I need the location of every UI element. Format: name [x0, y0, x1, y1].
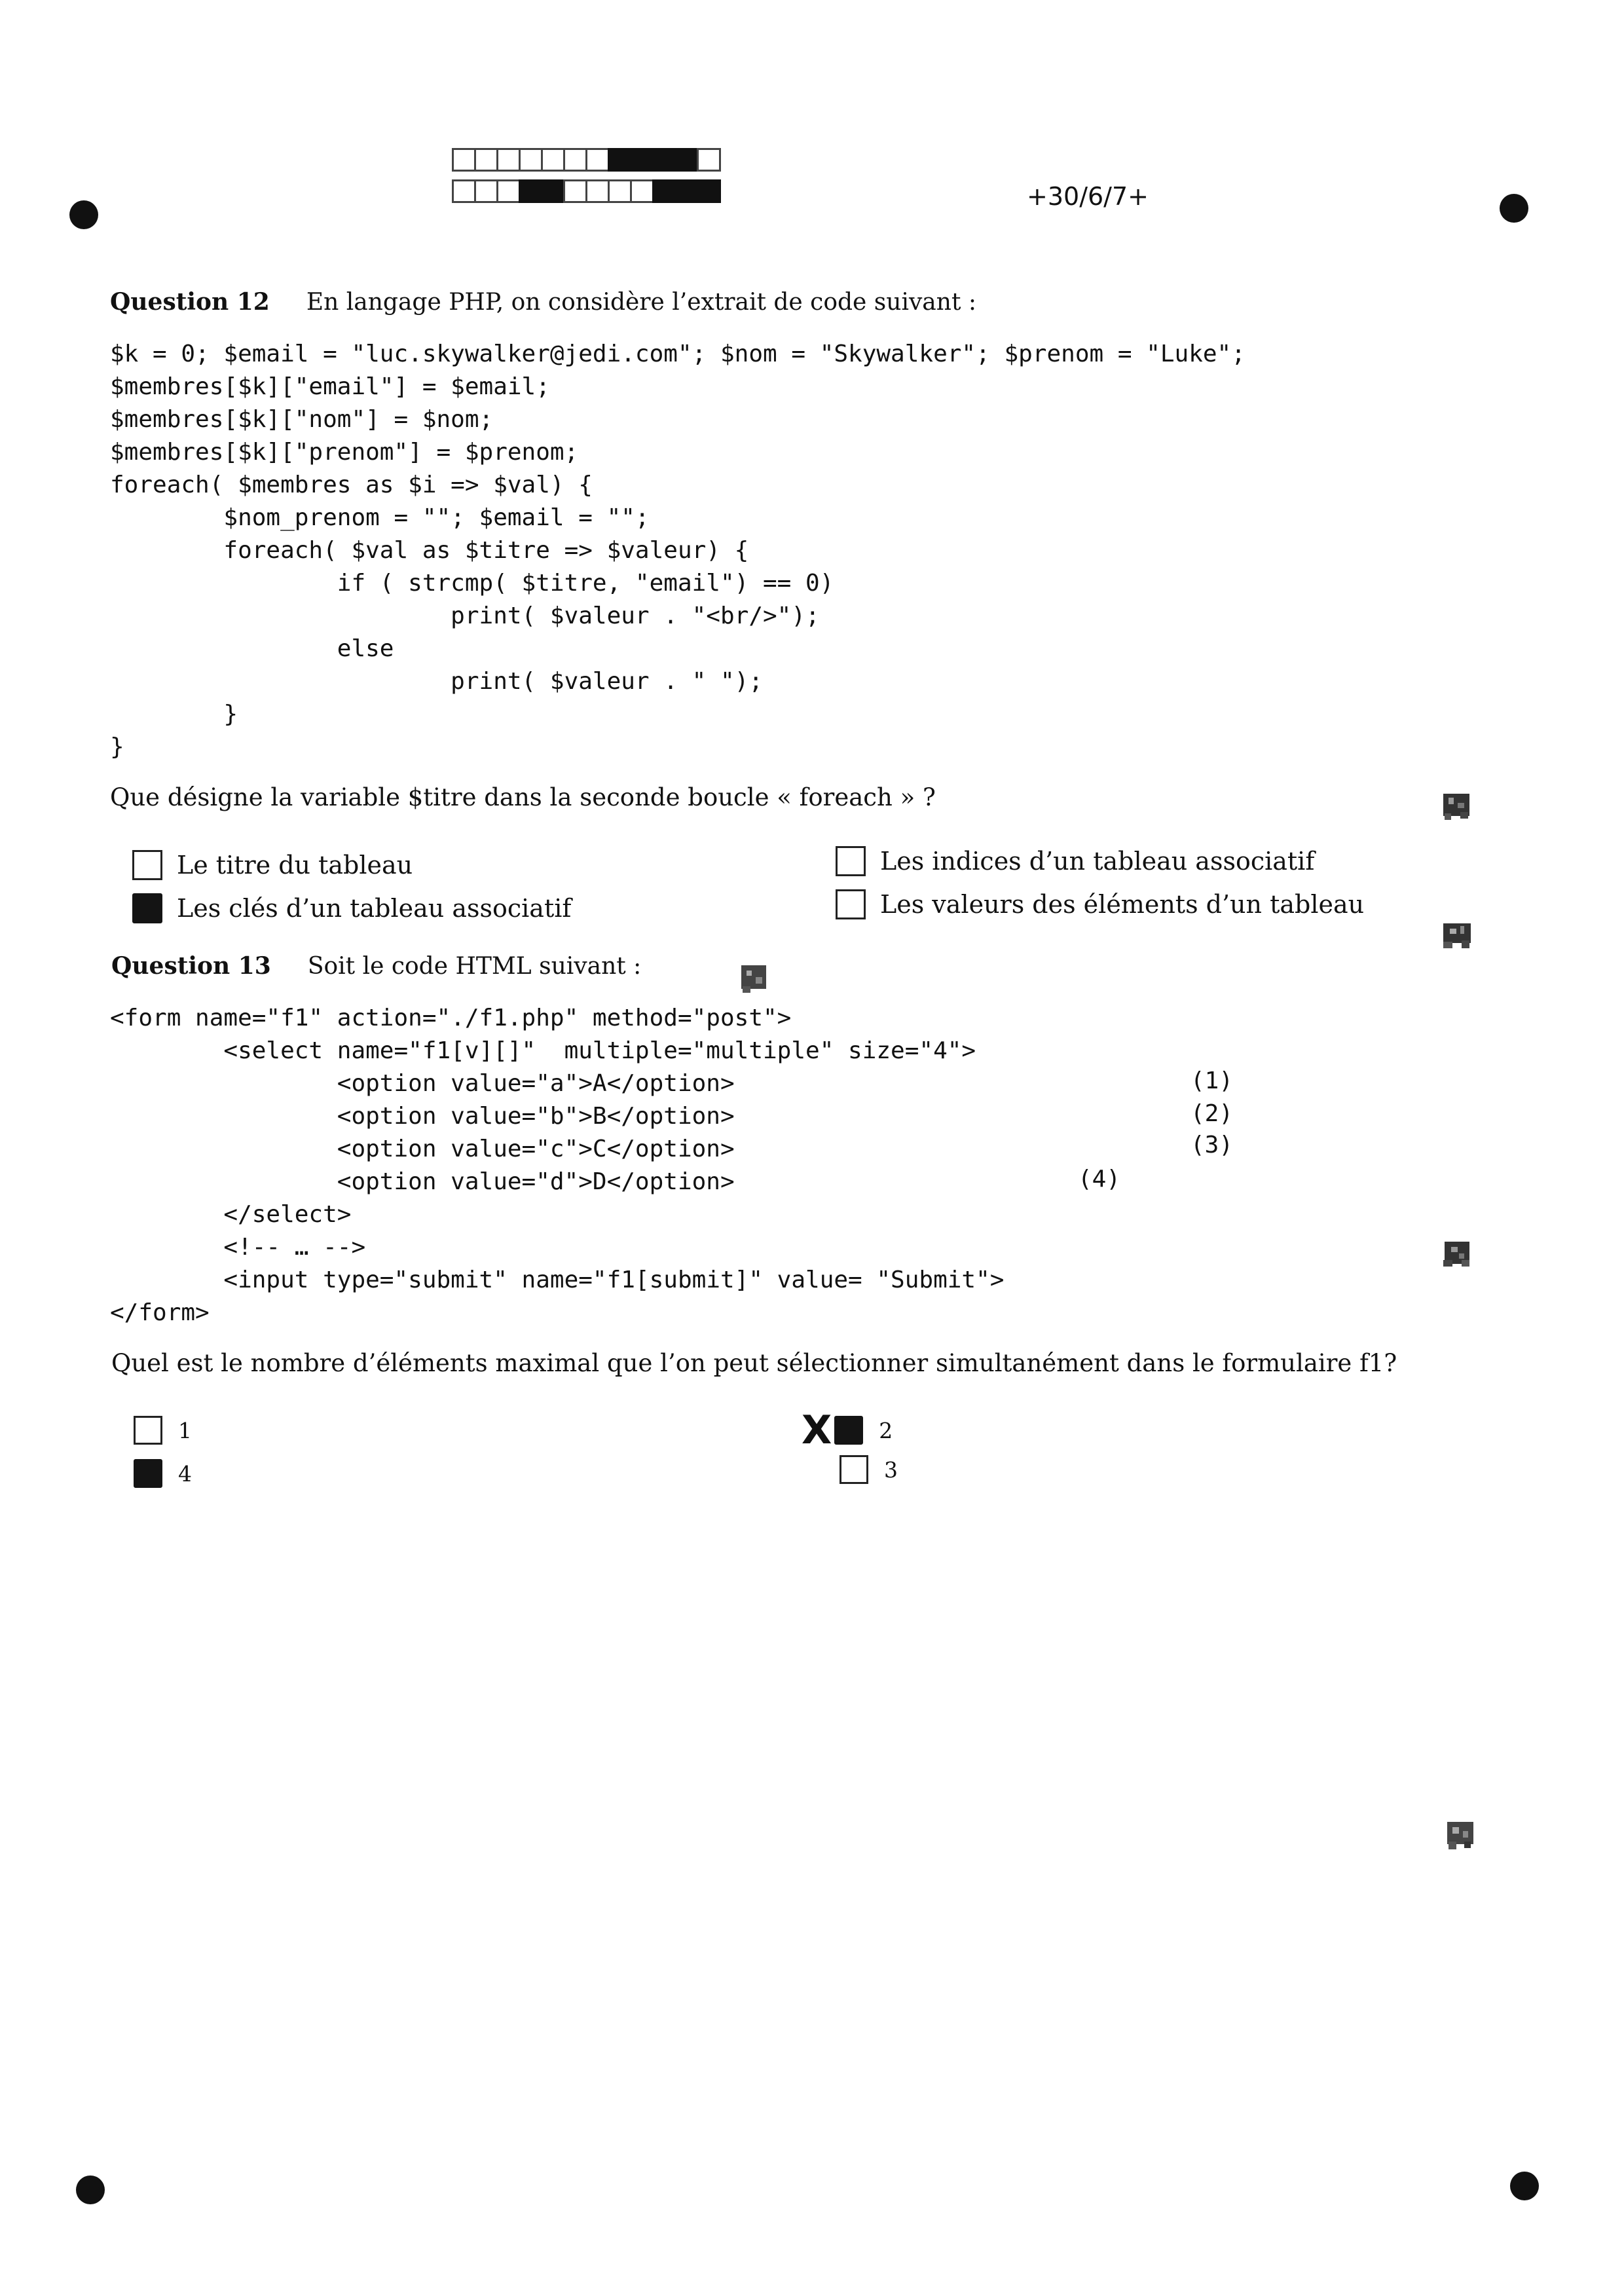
registration-dot-bottom-left: [76, 2176, 105, 2204]
html-code-block: <form name="f1" action="./f1.php" method="post"> <select name="f1[v][]" multiple="multiple" size="4"> <option value="a">A</option> <option value="b">B</option> <option value="c">C</option> <option value="d">D</option> </select> <!-- … --> <input type="submit" name="f1[submit]" value= "Submit"> </form>: [110, 1005, 1005, 1326]
question-13-heading: [111, 952, 641, 980]
answer-checkbox[interactable]: [840, 1455, 868, 1484]
question-12-prompt: Que désigne la variable $titre dans la seconde boucle « foreach » ?: [110, 783, 936, 811]
scan-mark-icon: [737, 963, 770, 995]
barcode-cell-empty: [496, 148, 521, 172]
barcode-cell-filled: [652, 179, 676, 203]
option-number: (1): [1190, 1067, 1234, 1094]
answer-checkbox-checked[interactable]: [134, 1459, 162, 1488]
answer-option[interactable]: [134, 1459, 192, 1488]
barcode-cell-filled: [674, 179, 699, 203]
scan-mark-icon: [1441, 790, 1473, 823]
barcode-cell-filled: [630, 148, 654, 172]
scan-mark-icon: [1441, 919, 1473, 952]
answer-label: 1: [178, 1417, 192, 1443]
barcode-cell-empty: [630, 179, 654, 203]
registration-dot-top-right: [1500, 194, 1528, 223]
answer-option[interactable]: [836, 846, 1314, 876]
barcode-cell-filled: [652, 148, 676, 172]
barcode-cell-empty: [541, 148, 565, 172]
barcode-cell-filled: [519, 179, 543, 203]
answer-label: 2: [879, 1417, 893, 1443]
barcode-cell-empty: [585, 179, 610, 203]
option-number: (2): [1190, 1100, 1234, 1127]
barcode-cell-empty: [452, 148, 476, 172]
answer-option[interactable]: [132, 850, 413, 880]
answer-option[interactable]: [840, 1455, 898, 1484]
barcode-cell-empty: [496, 179, 521, 203]
question-title: Soit le code HTML suivant :: [307, 953, 642, 980]
question-12-heading: [110, 288, 976, 316]
question-number: Question 13: [111, 952, 271, 980]
barcode-cell-empty: [474, 148, 498, 172]
barcode-cell-filled: [697, 179, 721, 203]
answer-checkbox-checked[interactable]: [132, 893, 162, 923]
answer-checkbox[interactable]: [132, 850, 162, 880]
barcode-cell-empty: [563, 179, 587, 203]
barcode-cell-empty: [474, 179, 498, 203]
question-13-prompt: Quel est le nombre d’éléments maximal que l’on peut sélectionner simultanément dans le formulaire f1?: [111, 1349, 1397, 1377]
barcode-cell-filled: [608, 148, 632, 172]
option-number: (3): [1190, 1132, 1234, 1158]
answer-checkbox[interactable]: [836, 846, 866, 876]
answer-label: 4: [178, 1460, 192, 1487]
answer-label: Les clés d’un tableau associatif: [177, 894, 572, 923]
registration-dot-top-left: [69, 200, 98, 229]
answer-option[interactable]: [836, 889, 1364, 919]
barcode-cell-empty: [697, 148, 721, 172]
question-title: En langage PHP, on considère l’extrait de code suivant :: [306, 289, 976, 316]
barcode-cell-filled: [541, 179, 565, 203]
answer-option[interactable]: [134, 1416, 192, 1445]
question-number: Question 12: [110, 288, 270, 316]
barcode-cell-empty: [585, 148, 610, 172]
barcode-cell-empty: [452, 179, 476, 203]
answer-label: Les indices d’un tableau associatif: [880, 847, 1315, 876]
option-number: (4): [1078, 1166, 1121, 1193]
scan-mark-icon: [1441, 1238, 1473, 1270]
barcode-cell-empty: [563, 148, 587, 172]
page-code: +30/6/7+: [1027, 182, 1149, 211]
answer-option[interactable]: [132, 893, 571, 923]
barcode-cell-empty: [608, 179, 632, 203]
answer-label: 3: [884, 1456, 898, 1483]
registration-dot-bottom-right: [1510, 2172, 1539, 2200]
scan-mark-icon: [1443, 1819, 1476, 1852]
answer-checkbox[interactable]: [836, 889, 866, 919]
cross-mark-icon: X: [802, 1407, 832, 1453]
answer-label: Le titre du tableau: [177, 851, 413, 880]
barcode-row: [452, 148, 719, 172]
php-code-block: $k = 0; $email = "luc.skywalker@jedi.com"; $nom = "Skywalker"; $prenom = "Luke"; $membres[$k]["email"] = $email; $membres[$k]["nom"] = $nom; $membres[$k]["prenom"] = $prenom; foreach( $membres as $i => $val) { $nom_prenom = ""; $email = ""; foreach( $val as $titre => $valeur) { if ( strcmp( $titre, "email") == 0) print( $valeur . "<br/>"); else print( $valeur . " "); } }: [110, 341, 1246, 760]
answer-label: Les valeurs des éléments d’un tableau: [880, 890, 1365, 919]
answer-checkbox-checked[interactable]: [834, 1416, 863, 1445]
barcode-cell-empty: [519, 148, 543, 172]
answer-checkbox[interactable]: [134, 1416, 162, 1445]
barcode-row: [452, 179, 719, 203]
barcode: [452, 148, 719, 203]
barcode-cell-filled: [674, 148, 699, 172]
answer-option[interactable]: [802, 1407, 893, 1453]
